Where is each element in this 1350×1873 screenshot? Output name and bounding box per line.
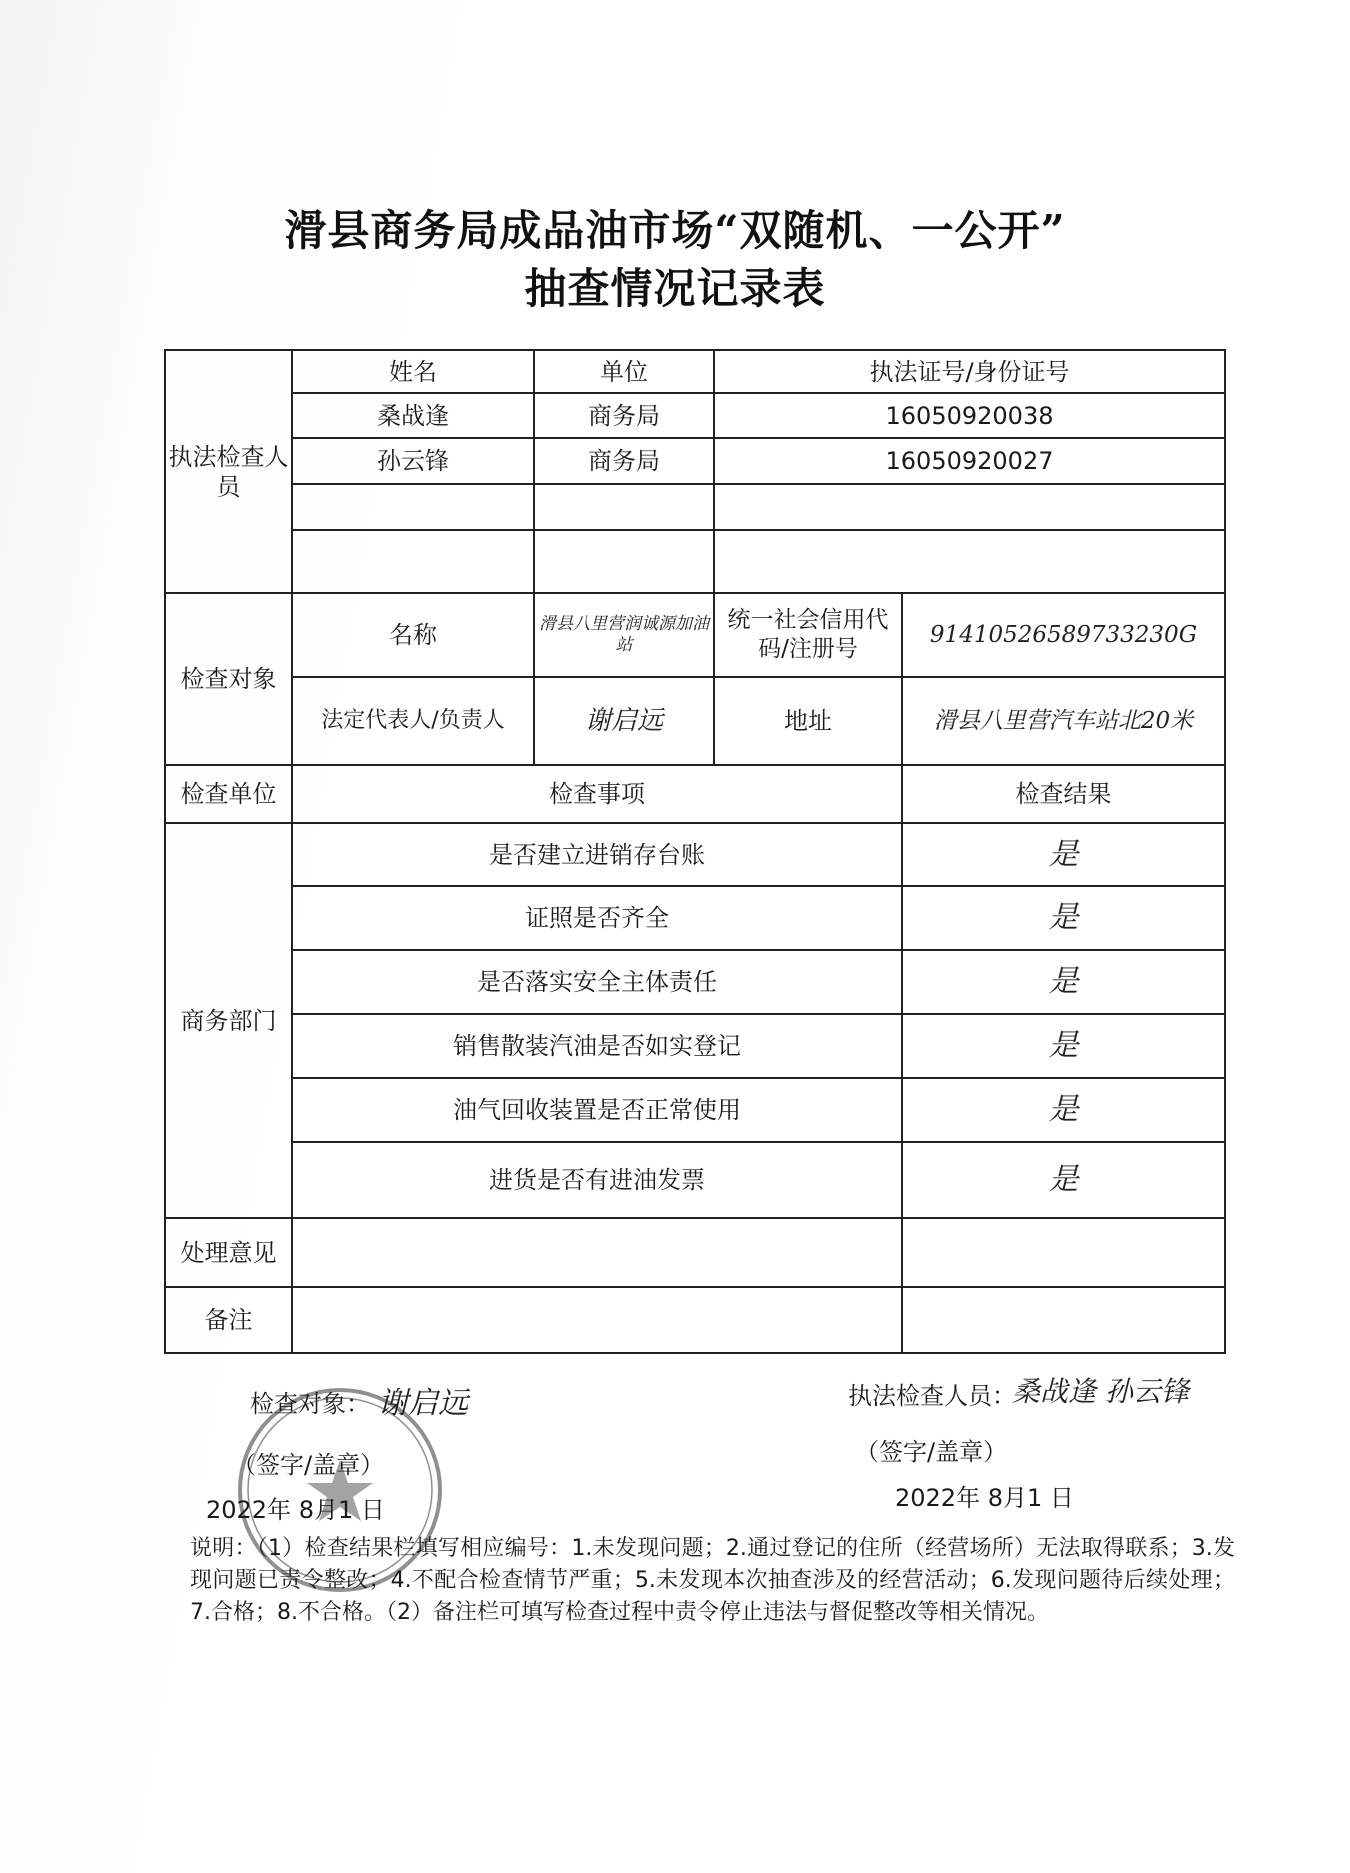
department-label: 商务部门 [180, 1006, 277, 1035]
inspector-name: 桑战逢 [377, 401, 449, 430]
subject-signature-label: 检查对象： [250, 1390, 370, 1418]
inspector-date: 2022年 8月1 日 [895, 1484, 1074, 1512]
header-name: 姓名 [389, 357, 437, 386]
item-result: 是 [1048, 1092, 1079, 1128]
item-text: 是否落实安全主体责任 [477, 968, 717, 996]
inspectors-section-label: 执法检查人员 [168, 442, 289, 501]
inspection-result-header: 检查结果 [1015, 780, 1112, 808]
inspector-signature: 桑战逢 孙云锋 [1012, 1375, 1189, 1408]
item-result: 是 [1048, 964, 1079, 1000]
subject-date: 2022年 8月1 日 [206, 1496, 385, 1524]
item-result: 是 [1048, 900, 1079, 936]
inspector-name: 孙云锋 [377, 447, 449, 475]
subject-name-value: 滑县八里营润诚源加油站 [539, 613, 709, 655]
subject-credit-label: 统一社会信用代码/注册号 [727, 607, 889, 662]
item-text: 油气回收装置是否正常使用 [453, 1096, 741, 1124]
item-text: 是否建立进销存台账 [489, 840, 705, 869]
inspector-unit: 商务局 [588, 401, 660, 430]
inspector-sign-hint: （签字/盖章） [855, 1438, 1008, 1466]
document-title: 滑县商务局成品油市场“双随机、一公开” [284, 206, 1066, 255]
handling-label: 处理意见 [180, 1238, 277, 1267]
item-result: 是 [1048, 1162, 1079, 1198]
footnote: 说明：（1）检查结果栏填写相应编号：1.未发现问题；2.通过登记的住所（经营场所）无法取得联系；3.发现问题已责令整改；4.不配合检查情节严重；5.未发现本次抽查涉及的经营活动；6.发现问题待后续处理；7.合格；8.不合格。（2）备注栏可填写检查过程中责令停止违法与督促整改等相关情况。 [190, 1536, 1235, 1625]
item-result: 是 [1048, 836, 1079, 872]
subject-signature: 谢启远 [378, 1386, 468, 1421]
item-text: 进货是否有进油发票 [489, 1166, 705, 1194]
remarks-label: 备注 [204, 1306, 253, 1334]
header-id: 执法证号/身份证号 [869, 357, 1070, 386]
document-subtitle: 抽查情况记录表 [524, 264, 826, 313]
subject-credit-value: 91410526589733230G [929, 621, 1198, 648]
subject-section-label: 检查对象 [180, 665, 277, 693]
inspector-id: 16050920038 [885, 401, 1054, 430]
inspector-unit: 商务局 [588, 447, 660, 475]
inspection-item-header: 检查事项 [549, 780, 645, 808]
subject-legal-value: 谢启远 [584, 705, 663, 736]
item-result: 是 [1048, 1028, 1079, 1064]
item-text: 销售散装汽油是否如实登记 [453, 1032, 741, 1060]
subject-address-value: 滑县八里营汽车站北20米 [933, 707, 1194, 734]
inspector-signature-label: 执法检查人员： [848, 1382, 1016, 1410]
item-text: 证照是否齐全 [525, 904, 669, 932]
inspector-id: 16050920027 [885, 447, 1054, 475]
subject-name-label: 名称 [389, 621, 437, 649]
subject-sign-hint: （签字/盖章） [232, 1451, 385, 1479]
subject-address-label: 地址 [784, 707, 832, 735]
inspection-unit-label: 检查单位 [180, 780, 277, 808]
subject-legal-label: 法定代表人/负责人 [321, 708, 505, 734]
header-unit: 单位 [600, 357, 648, 386]
